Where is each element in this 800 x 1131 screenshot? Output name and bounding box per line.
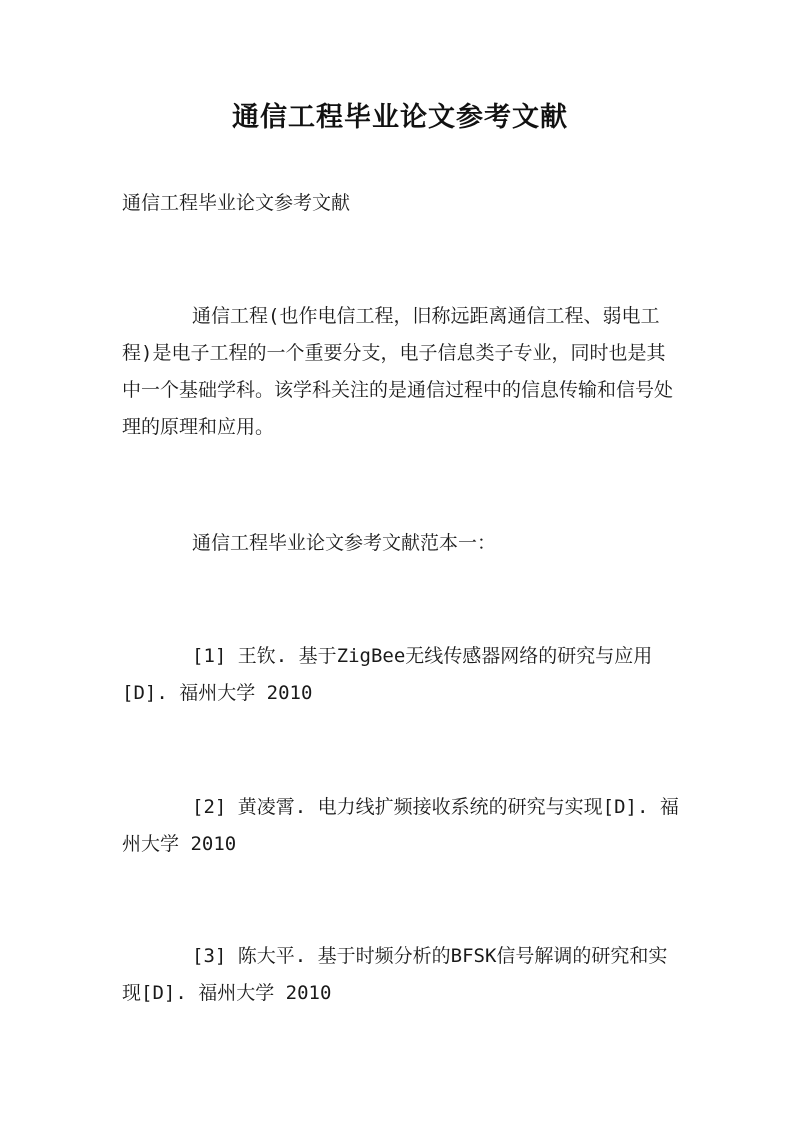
intro-paragraph: 通信工程(也作电信工程，旧称远距离通信工程、弱电工程)是电子工程的一个重要分支，电子信息类子专业，同时也是其中一个基础学科。该学科关注的是通信过程中的信息传输和信号处理的原理和应用。 [122,305,674,438]
section-heading: 通信工程毕业论文参考文献范本一： [192,532,497,554]
reference-item-1: [1] 王钦. 基于ZigBee无线传感器网络的研究与应用[D]. 福州大学 2010 [122,645,653,704]
document-title: 通信工程毕业论文参考文献 [232,102,568,133]
reference-item-3: [3] 陈大平. 基于时频分析的BFSK信号解调的研究和实现[D]. 福州大学 2010 [122,945,668,1004]
document-subtitle: 通信工程毕业论文参考文献 [122,192,351,214]
reference-item-2: [2] 黄凌霄. 电力线扩频接收系统的研究与实现[D]. 福州大学 2010 [122,796,679,855]
